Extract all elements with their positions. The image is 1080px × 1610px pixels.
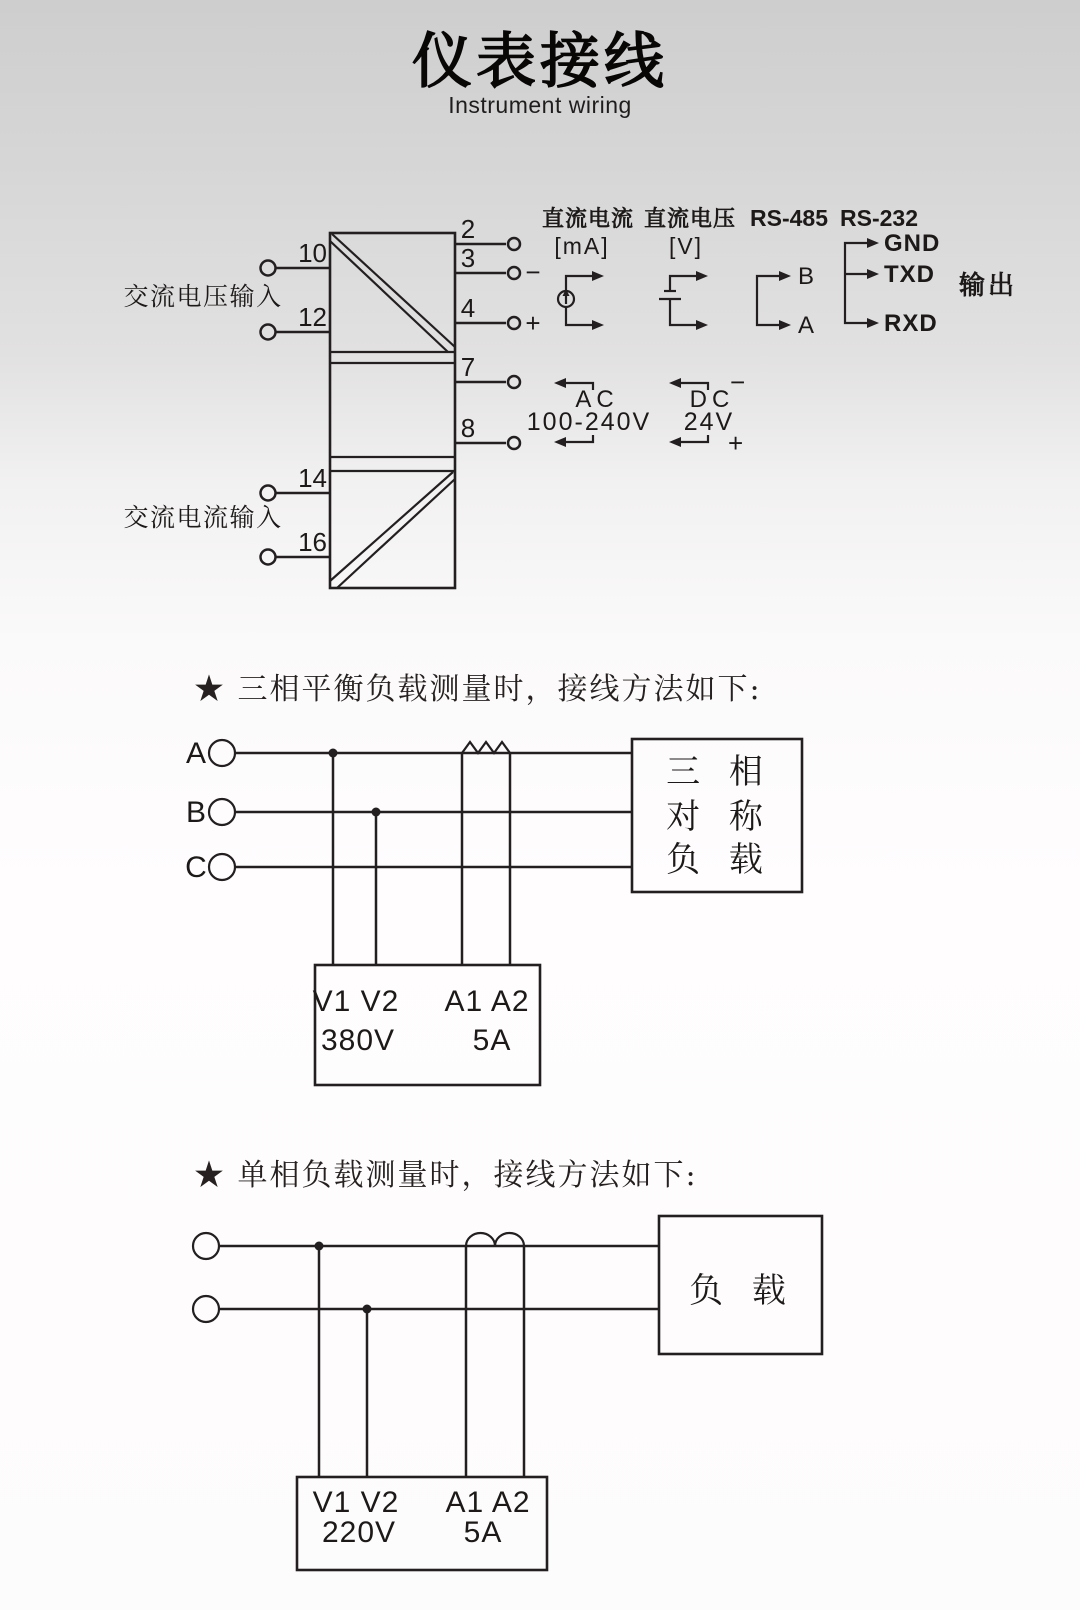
instrument-body (330, 233, 455, 588)
meter-current-rating: 5A (472, 1024, 512, 1057)
ac-range: 100-240V (526, 408, 652, 436)
ac-power-supply (527, 378, 651, 447)
meter-box-380v (313, 965, 540, 1085)
output-label: 输出 (958, 270, 1018, 300)
dc-type: DC (689, 386, 735, 413)
meter-current-terminals: A1 A2 (444, 985, 530, 1018)
dc-current-unit: [mA] (554, 233, 610, 259)
arrowhead-icon (554, 378, 566, 388)
bracket (757, 276, 779, 325)
phase-b-terminal (209, 799, 235, 825)
terminal-circle-3 (508, 267, 520, 279)
terminal-circle-7 (508, 376, 520, 388)
terminal-number-14: 14 (298, 463, 327, 493)
phase-c-label: C (185, 851, 207, 884)
terminal-number-4: 4 (460, 293, 476, 323)
meter-voltage-rating: 220V (321, 1516, 397, 1549)
load-text-row: 负 载 (666, 840, 772, 880)
terminal-number-7: 7 (460, 352, 476, 382)
meter-current-rating: 5A (463, 1516, 503, 1549)
arrowhead-icon (779, 271, 791, 281)
meter-voltage-terminals: V1 V2 (312, 985, 400, 1018)
phase-a-label: A (185, 737, 207, 770)
rs485-output (750, 205, 828, 339)
isolation-diagonal (332, 234, 455, 347)
rs232-output (840, 205, 940, 337)
ac-current-input-group (123, 463, 330, 565)
bracket (845, 243, 867, 323)
terminal-circle-2 (508, 238, 520, 250)
three-phase-load-box (632, 739, 802, 892)
terminal-circle-10 (261, 261, 276, 276)
arrowhead-icon (779, 320, 791, 330)
bracket (670, 276, 696, 325)
ac-voltage-input-group (123, 238, 330, 340)
terminal-number-16: 16 (298, 527, 327, 557)
terminal-number-8: 8 (460, 413, 476, 443)
terminal-circle-12 (261, 325, 276, 340)
bracket (681, 435, 708, 442)
three-phase-diagram (0, 640, 1080, 1110)
arrowhead-icon (867, 238, 879, 248)
arrowhead-icon (592, 271, 604, 281)
phase-wires (235, 742, 632, 965)
ac-current-input-label: 交流电流输入 (123, 504, 283, 532)
terminal-number-3: 3 (460, 243, 476, 273)
isolation-diagonal (337, 479, 455, 588)
terminal-circle-16 (261, 550, 276, 565)
page-title: 仪表接线 (412, 28, 668, 95)
bracket (566, 435, 593, 442)
load-text: 负 载 (689, 1271, 795, 1311)
arrowhead-icon (696, 320, 708, 330)
arrowhead-icon (867, 318, 879, 328)
load-text-row: 对 称 (666, 797, 772, 837)
phase-c-terminal (209, 854, 235, 880)
dc-plus-sign: + (728, 428, 744, 458)
terminal-circle-8 (508, 437, 520, 449)
terminal-number-12: 12 (298, 302, 327, 332)
single-phase-heading: ★ 单相负载测量时，接线方法如下: (194, 1158, 698, 1193)
arrowhead-icon (669, 378, 681, 388)
page-header (0, 0, 1080, 119)
arrowhead-icon (554, 437, 566, 447)
terminal-circle-4 (508, 317, 520, 329)
phase-a-terminal (209, 740, 235, 766)
meter-voltage-rating: 380V (320, 1024, 396, 1057)
dc-voltage-unit: [V] (668, 233, 704, 259)
single-phase-load-box (659, 1216, 822, 1354)
current-transformer-icon (466, 1233, 524, 1246)
instrument-terminal-diagram (0, 190, 1080, 630)
plus-sign: + (525, 308, 541, 338)
rs485-pin-b: B (798, 263, 815, 290)
current-transformer-icon (462, 742, 510, 753)
three-phase-heading: ★ 三相平衡负载测量时，接线方法如下: (194, 672, 762, 707)
rs485-pin-a: A (798, 312, 815, 339)
dc-power-supply (669, 367, 745, 458)
isolation-diagonal (330, 472, 453, 581)
line-terminals (193, 1233, 219, 1322)
instrument-outline (330, 233, 455, 588)
dc-current-label: 直流电流 (541, 206, 635, 231)
dc-minus-sign: − (730, 367, 746, 397)
single-phase-wires (219, 1233, 659, 1477)
line-terminal (193, 1233, 219, 1259)
rs232-pin-rxd: RXD (884, 310, 938, 337)
rs485-label: RS-485 (750, 205, 828, 231)
meter-voltage-terminals: V1 V2 (312, 1486, 400, 1519)
terminal-circle-14 (261, 486, 276, 501)
arrowhead-icon (696, 271, 708, 281)
ac-voltage-input-label: 交流电压输入 (123, 283, 283, 311)
single-phase-diagram (0, 1130, 1080, 1610)
load-text-row: 三 相 (666, 752, 772, 792)
dc-range: 24V (683, 408, 735, 436)
dc-voltage-output (644, 206, 736, 330)
rs232-pin-txd: TXD (884, 261, 935, 288)
page-subtitle: Instrument wiring (448, 92, 632, 118)
ac-type: AC (575, 386, 619, 413)
bracket (566, 276, 592, 325)
dc-voltage-label: 直流电压 (643, 206, 737, 231)
neutral-terminal (193, 1296, 219, 1322)
isolation-diagonal (330, 241, 448, 352)
arrowhead-icon (867, 269, 879, 279)
arrowhead-icon (592, 320, 604, 330)
phase-b-label: B (185, 796, 207, 829)
meter-current-terminals: A1 A2 (445, 1486, 531, 1519)
dc-current-output (542, 206, 634, 330)
arrowhead-icon (669, 437, 681, 447)
rs232-label: RS-232 (840, 205, 918, 231)
meter-box-220v (297, 1477, 547, 1570)
terminal-number-2: 2 (460, 214, 476, 244)
rs232-pin-gnd: GND (884, 230, 941, 257)
terminal-number-10: 10 (298, 238, 327, 268)
minus-sign: − (525, 257, 541, 287)
phase-terminals (185, 737, 235, 884)
